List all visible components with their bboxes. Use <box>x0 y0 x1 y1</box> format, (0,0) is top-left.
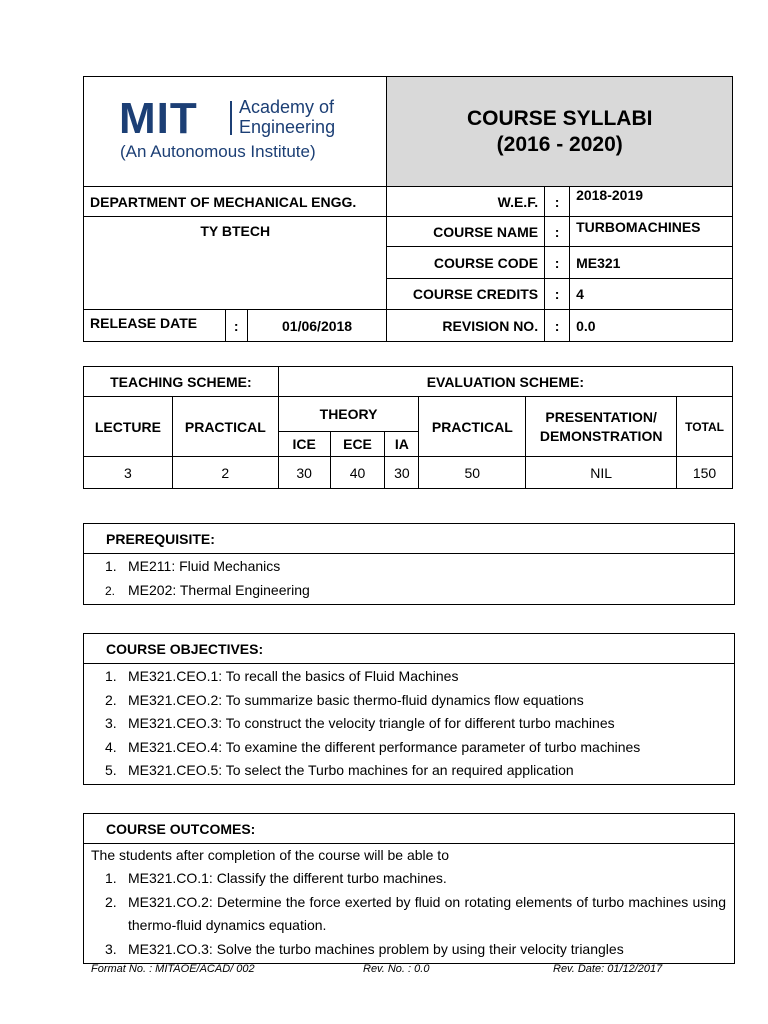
revision-label: REVISION NO. <box>387 310 545 342</box>
course-header-table: MIT Academy of Engineering (An Autonomous Institute) COURSE SYLLABI (2016 - 2020) DEPARTMENT OF MECHANICAL ENGG. W.E.F. : 2018-2019 TY BTECH COURSE NAME : TURBOMACHINES COURSE CODE : ME321 COURSE CREDITS : 4 RELEASE DATE : 01/06/2018 REVISION NO. : 0.0 <box>83 76 733 342</box>
list-item: 2. ME321.CO.2: Determine the force exerted by fluid on rotating elements of turbo machines using thermo-fluid dynamics equation. <box>105 893 726 933</box>
total-header: TOTAL <box>677 397 733 457</box>
ice-header: ICE <box>278 432 330 457</box>
course-name-value: TURBOMACHINES <box>570 217 733 247</box>
year: TY BTECH <box>84 217 387 310</box>
ia-value: 30 <box>385 457 419 489</box>
release-date-label: RELEASE DATE <box>84 310 226 342</box>
course-code-value: ME321 <box>570 247 733 279</box>
release-date-value: 01/06/2018 <box>247 310 387 342</box>
list-item: 3. ME321.CEO.3: To construct the velocity triangle of for different turbo machines <box>105 715 615 731</box>
ece-value: 40 <box>330 457 385 489</box>
lecture-value: 3 <box>84 457 173 489</box>
ia-header: IA <box>385 432 419 457</box>
prerequisite-section <box>83 523 735 605</box>
list-item: 2. ME321.CEO.2: To summarize basic thermo-fluid dynamics flow equations <box>105 691 584 708</box>
objectives-section <box>83 633 735 785</box>
footer-rev-no: Rev. No. : 0.0 <box>363 963 430 975</box>
eval-practical-header: PRACTICAL <box>419 397 526 457</box>
outcomes-intro: The students after completion of the course will be able to <box>91 847 449 863</box>
practical-value: 2 <box>172 457 278 489</box>
total-value: 150 <box>677 457 733 489</box>
course-name-label: COURSE NAME <box>387 217 545 247</box>
list-item: 1. ME321.CO.1: Classify the different turbo machines. <box>105 870 447 886</box>
department: DEPARTMENT OF MECHANICAL ENGG. <box>84 187 387 217</box>
list-item: 1. ME211: Fluid Mechanics <box>105 558 281 574</box>
course-code-label: COURSE CODE <box>387 247 545 279</box>
list-item: 1. ME321.CEO.1: To recall the basics of Fluid Machines <box>105 668 459 684</box>
list-item: 2. ME202: Thermal Engineering <box>105 581 310 598</box>
ece-header: ECE <box>330 432 385 457</box>
course-credits-value: 4 <box>570 279 733 310</box>
teaching-scheme-label: TEACHING SCHEME: <box>84 367 279 397</box>
footer-format-no: Format No. : MITAOE/ACAD/ 002 <box>91 963 255 975</box>
outcomes-section <box>83 813 735 964</box>
practical-header: PRACTICAL <box>172 397 278 457</box>
scheme-table <box>83 366 733 489</box>
revision-value: 0.0 <box>570 310 733 342</box>
presentation-value: NIL <box>526 457 677 489</box>
presentation-header: PRESENTATION/ DEMONSTRATION <box>526 397 677 457</box>
evaluation-scheme-label: EVALUATION SCHEME: <box>278 367 732 397</box>
course-credits-label: COURSE CREDITS <box>387 279 545 310</box>
syllabus-title: COURSE SYLLABI (2016 - 2020) <box>387 77 733 187</box>
footer-rev-date: Rev. Date: 01/12/2017 <box>553 963 663 975</box>
wef-value: 2018-2019 <box>570 187 733 217</box>
list-item: 4. ME321.CEO.4: To examine the different performance parameter of turbo machines <box>105 738 641 755</box>
lecture-header: LECTURE <box>84 397 173 457</box>
wef-label: W.E.F. <box>387 187 545 217</box>
objectives-title: COURSE OBJECTIVES: <box>84 634 734 664</box>
list-item: 5. ME321.CEO.5: To select the Turbo machines for an required application <box>105 762 574 778</box>
eval-practical-value: 50 <box>419 457 526 489</box>
logo-cell <box>84 77 387 187</box>
outcomes-title: COURSE OUTCOMES: <box>84 814 734 844</box>
list-item: 3. ME321.CO.3: Solve the turbo machines problem by using their velocity triangles <box>105 940 624 957</box>
prerequisite-title: PREREQUISITE: <box>84 524 734 554</box>
theory-header: THEORY <box>278 397 419 432</box>
ice-value: 30 <box>278 457 330 489</box>
institute-logo: MIT Academy of Engineering (An Autonomous Institute) <box>119 94 336 161</box>
